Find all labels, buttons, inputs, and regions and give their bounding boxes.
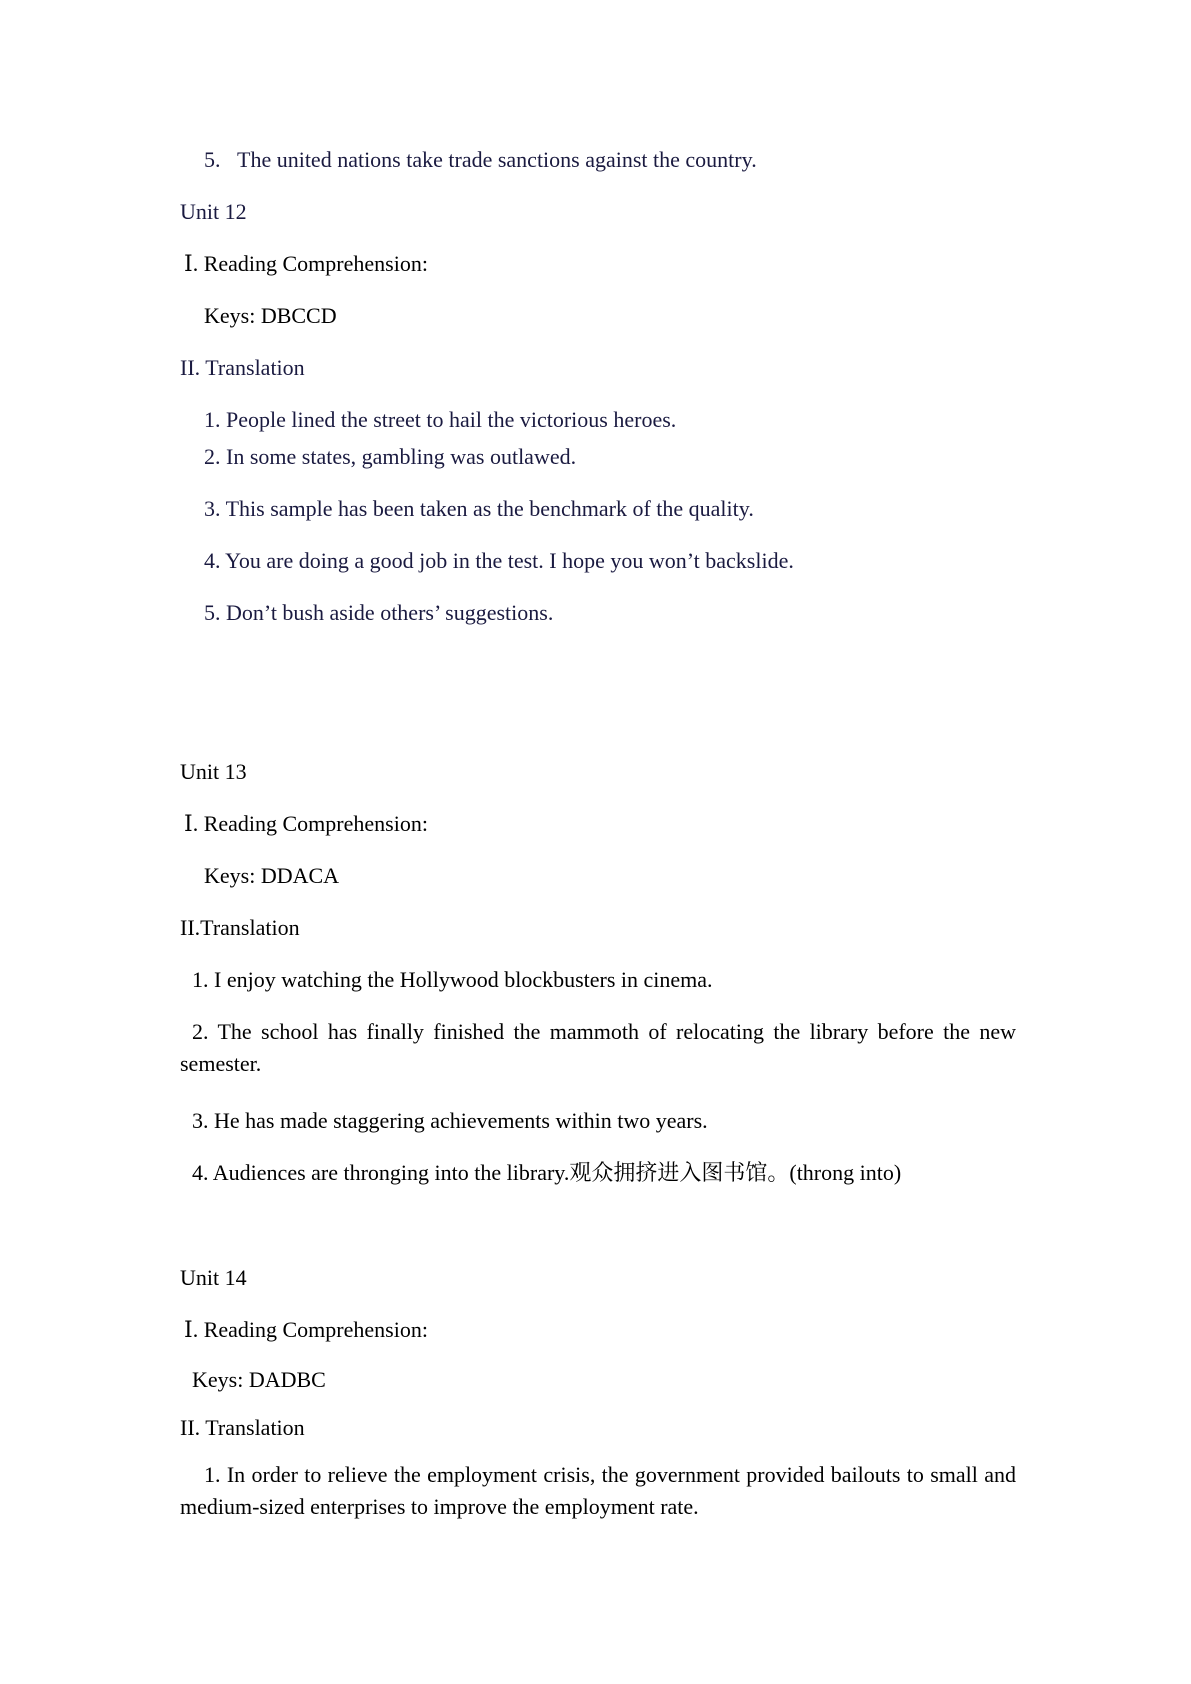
unit13-keys: Keys: DDACA xyxy=(204,863,340,888)
unit13-translation-item-1: 1. I enjoy watching the Hollywood blockbusters in cinema. xyxy=(192,967,713,992)
unit12-translation-item-1: 1. People lined the street to hail the victorious heroes. xyxy=(204,407,677,432)
unit14-translation-item-1: 1. In order to relieve the employment crisis, the government provided bailouts to small and medium-sized enterprises to improve the employment rate. xyxy=(180,1462,1016,1519)
unit12-translation-item-5: 5. Don’t bush aside others’ suggestions. xyxy=(204,600,554,625)
unit14-title: Unit 14 xyxy=(180,1265,247,1290)
unit14-translation-heading: II. Translation xyxy=(180,1415,305,1440)
unit13-translation-heading: II.Translation xyxy=(180,915,300,940)
unit13-title: Unit 13 xyxy=(180,759,247,784)
unit12-translation-item-2: 2. In some states, gambling was outlawed. xyxy=(204,444,577,469)
unit12-translation-item-4: 4. You are doing a good job in the test. I hope you won’t backslide. xyxy=(204,548,794,573)
unit12-title: Unit 12 xyxy=(180,199,247,224)
unit12-translation-item-3: 3. This sample has been taken as the benchmark of the quality. xyxy=(204,496,754,521)
unit13-translation-item-4: 4. Audiences are thronging into the library.观众拥挤进入图书馆。(throng into) xyxy=(192,1160,902,1185)
unit12-reading-heading: Ⅰ. Reading Comprehension: xyxy=(184,251,428,276)
unit14-reading-heading: Ⅰ. Reading Comprehension: xyxy=(184,1317,428,1342)
unit14-keys: Keys: DADBC xyxy=(192,1367,326,1392)
unit11-translation-item-5: 5. The united nations take trade sanctions against the country. xyxy=(204,147,757,172)
unit12-translation-heading: II. Translation xyxy=(180,355,305,380)
unit13-reading-heading: Ⅰ. Reading Comprehension: xyxy=(184,811,428,836)
unit12-keys: Keys: DBCCD xyxy=(204,303,337,328)
unit13-translation-item-2: 2. The school has finally finished the mammoth of relocating the library before the new semester. xyxy=(180,1019,1016,1076)
unit13-translation-item-3: 3. He has made staggering achievements within two years. xyxy=(192,1108,708,1133)
